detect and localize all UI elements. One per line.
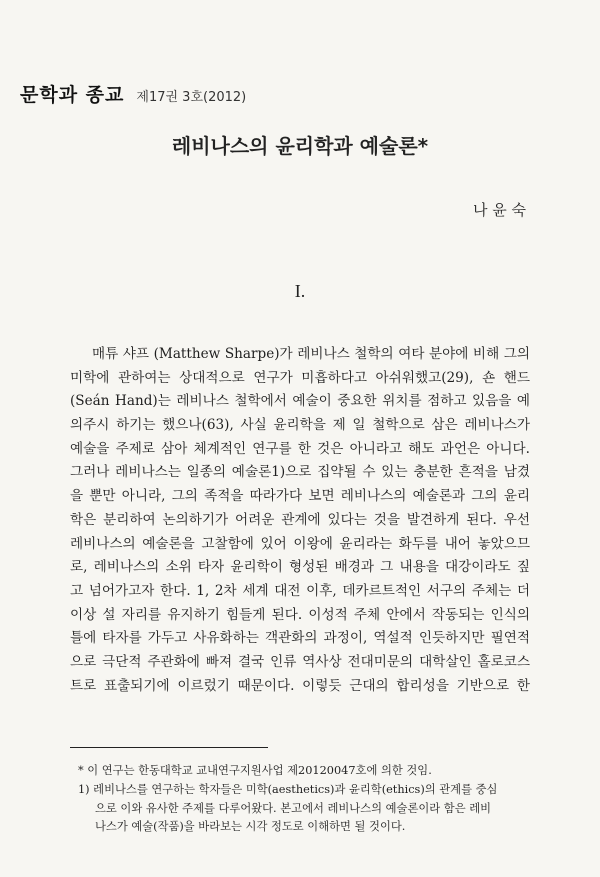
- body-line: 매튜 샤프 (Matthew Sharpe)가 레비나스 철학의 여타 분야에 비해 그의: [92, 346, 530, 362]
- author-name: 나 윤 숙: [472, 201, 526, 219]
- body-line: 학은 분리하여 논의하기가 어려운 관계에 있다는 것을 발견하게 된다. 우선: [70, 511, 530, 528]
- body-line: 레비나스의 예술론을 고찰함에 있어 이왕에 윤리라는 화두를 내어 놓았으므: [70, 535, 530, 552]
- footnote-line: 나스가 예술(작품)을 바라보는 시각 정도로 이해하면 될 것이다.: [95, 820, 406, 834]
- body-line: 으로 극단적 주관화에 빠져 결국 인류 역사상 전대미문의 대학살인 홀로코스: [70, 653, 530, 670]
- footnotes: [78, 762, 538, 837]
- body-text: [70, 343, 530, 698]
- body-line: 미학에 관하여는 상대적으로 연구가 미흡하다고 아쉬워했고(29), 숀 핸드: [70, 369, 530, 386]
- body-line: 그러나 레비나스는 일종의 예술론1)으로 집약될 수 있는 충분한 흔적을 남겼: [70, 464, 530, 481]
- body-line: 로, 레비나스의 소위 타자 윤리학이 형성된 배경과 그 내용을 대강이라도 짚: [70, 559, 530, 576]
- body-line: 을 뿐만 아니라, 그의 족적을 따라가다 보면 레비나스의 예술론과 그의 윤리: [70, 488, 530, 505]
- journal-logo: 문학과 종교: [20, 84, 125, 106]
- footnote-funding: * 이 연구는 한동대학교 교내연구지원사업 제20120047호에 의한 것임.: [78, 764, 432, 777]
- article-title: 레비나스의 윤리학과 예술론*: [171, 134, 429, 158]
- body-line: 의주시 하기는 했으나(63), 사실 윤리학을 제 일 철학으로 삼은 레비나스가: [70, 417, 530, 434]
- footnote-line: 으로 이와 유사한 주제를 다루어왔다. 본고에서 레비나스의 예술론이라 함은 레비: [95, 801, 492, 815]
- issue-number: 제17권 3호(2012): [136, 90, 247, 105]
- body-line: (Seán Hand)는 레비나스 철학에서 예술이 중요한 위치를 점하고 있음을 예: [70, 393, 530, 410]
- section-heading: I.: [294, 281, 306, 301]
- body-line: 틀에 타자를 가두고 사유화하는 객관화의 과정이, 역설적 인듯하지만 필연적: [70, 630, 530, 647]
- footnote-line: 1) 레비나스를 연구하는 학자들은 미학(aesthetics)과 윤리학(ethics)의 관계를 중심: [78, 782, 498, 796]
- journal-header: [20, 80, 246, 107]
- footnote-divider: [70, 747, 268, 748]
- body-line: 고 넘어가고자 한다. 1, 2차 세계 대전 이후, 데카르트적인 서구의 주체는 더: [70, 582, 530, 599]
- body-line: 이상 설 자리를 유지하기 힘들게 된다. 이성적 주체 안에서 작동되는 인식의: [70, 606, 530, 623]
- body-line: 예술을 주제로 삼아 체계적인 연구를 한 것은 아니라고 해도 과언은 아니다.: [70, 440, 530, 457]
- body-line: 트로 표출되기에 이르렀기 때문이다. 이렇듯 근대의 합리성을 기반으로 한: [70, 677, 530, 694]
